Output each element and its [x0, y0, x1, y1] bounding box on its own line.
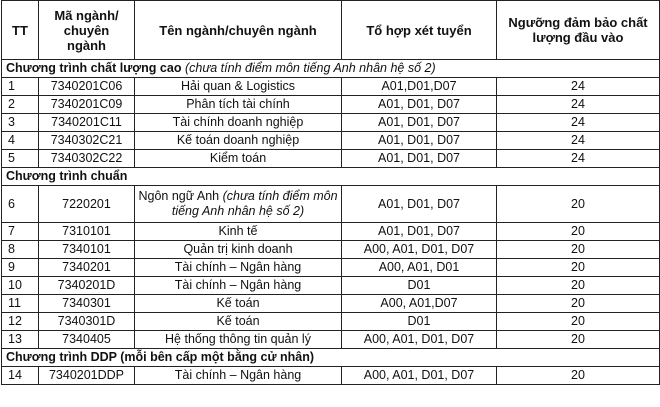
table-row — [2, 295, 660, 313]
header-combo: Tổ hợp xét tuyển — [342, 1, 497, 60]
cell-name — [135, 186, 342, 223]
cell-name: Tài chính – Ngân hàng — [135, 277, 342, 295]
table-row — [2, 223, 660, 241]
cell-tt: 2 — [2, 96, 39, 114]
cell-score: 20 — [497, 313, 660, 331]
table-row — [2, 367, 660, 385]
cell-combo: A01, D01, D07 — [342, 223, 497, 241]
cell-name: Tài chính – Ngân hàng — [135, 259, 342, 277]
cell-combo: A01, D01, D07 — [342, 114, 497, 132]
table-row — [2, 331, 660, 349]
cell-code: 7340201 — [39, 259, 135, 277]
cell-name: Kế toán — [135, 295, 342, 313]
cell-name: Hải quan & Logistics — [135, 78, 342, 96]
header-code: Mã ngành/ chuyên ngành — [39, 1, 135, 60]
cell-score: 20 — [497, 331, 660, 349]
cell-code: 7340201C06 — [39, 78, 135, 96]
table-row — [2, 313, 660, 331]
cell-code: 7340301 — [39, 295, 135, 313]
cell-tt: 13 — [2, 331, 39, 349]
section-heading — [2, 168, 660, 186]
cell-combo: A00, A01, D01, D07 — [342, 331, 497, 349]
cell-score: 20 — [497, 277, 660, 295]
cell-tt: 6 — [2, 186, 39, 223]
header-score: Ngưỡng đảm bảo chất lượng đầu vào — [497, 1, 660, 60]
table-row — [2, 241, 660, 259]
cell-tt: 4 — [2, 132, 39, 150]
section-note: (chưa tính điểm môn tiếng Anh nhân hệ số 2) — [184, 61, 436, 75]
cell-combo: A01, D01, D07 — [342, 132, 497, 150]
section-row — [2, 349, 660, 367]
cell-combo: A01, D01, D07 — [342, 186, 497, 223]
table-row — [2, 96, 660, 114]
cell-code: 7340201DDP — [39, 367, 135, 385]
cell-combo: A01, D01, D07 — [342, 96, 497, 114]
cell-score: 20 — [497, 186, 660, 223]
cell-tt: 8 — [2, 241, 39, 259]
cell-combo: A01, D01, D07 — [342, 150, 497, 168]
section-heading — [2, 349, 660, 367]
section-title: Chương trình DDP (mỗi bên cấp một bằng cử nhân) — [6, 350, 315, 364]
header-name: Tên ngành/chuyên ngành — [135, 1, 342, 60]
table-row — [2, 277, 660, 295]
cell-score: 24 — [497, 78, 660, 96]
table-row — [2, 132, 660, 150]
cell-tt: 12 — [2, 313, 39, 331]
cell-code: 7340302C22 — [39, 150, 135, 168]
cell-combo: A00, A01, D01, D07 — [342, 367, 497, 385]
admission-table — [1, 0, 660, 385]
section-title: Chương trình chất lượng cao — [6, 61, 182, 75]
cell-combo: A00, A01,D07 — [342, 295, 497, 313]
cell-score: 20 — [497, 367, 660, 385]
table-row — [2, 78, 660, 96]
cell-score: 20 — [497, 259, 660, 277]
cell-score: 20 — [497, 223, 660, 241]
cell-code: 7340301D — [39, 313, 135, 331]
cell-score: 24 — [497, 96, 660, 114]
cell-name: Tài chính – Ngân hàng — [135, 367, 342, 385]
cell-code: 7220201 — [39, 186, 135, 223]
cell-combo: A00, A01, D01, D07 — [342, 241, 497, 259]
cell-code: 7340405 — [39, 331, 135, 349]
cell-name: Phân tích tài chính — [135, 96, 342, 114]
table-row — [2, 150, 660, 168]
cell-combo: A00, A01, D01 — [342, 259, 497, 277]
cell-name: Tài chính doanh nghiệp — [135, 114, 342, 132]
cell-score: 24 — [497, 150, 660, 168]
cell-name: Kế toán — [135, 313, 342, 331]
cell-name: Kiểm toán — [135, 150, 342, 168]
cell-score: 24 — [497, 132, 660, 150]
header-tt: TT — [2, 1, 39, 60]
cell-code: 7340101 — [39, 241, 135, 259]
cell-code: 7340302C21 — [39, 132, 135, 150]
cell-tt: 14 — [2, 367, 39, 385]
cell-name-text: Ngôn ngữ Anh — [138, 189, 220, 203]
table-row — [2, 186, 660, 223]
cell-name: Quản trị kinh doanh — [135, 241, 342, 259]
cell-combo: A01,D01,D07 — [342, 78, 497, 96]
table-row — [2, 259, 660, 277]
cell-code: 7340201C09 — [39, 96, 135, 114]
cell-name: Kinh tế — [135, 223, 342, 241]
cell-name: Hệ thống thông tin quản lý — [135, 331, 342, 349]
cell-tt: 10 — [2, 277, 39, 295]
cell-tt: 9 — [2, 259, 39, 277]
section-row — [2, 60, 660, 78]
table-row — [2, 114, 660, 132]
cell-code: 7340201C11 — [39, 114, 135, 132]
section-row — [2, 168, 660, 186]
cell-code: 7340201D — [39, 277, 135, 295]
cell-combo: D01 — [342, 313, 497, 331]
cell-name: Kế toán doanh nghiệp — [135, 132, 342, 150]
cell-score: 20 — [497, 295, 660, 313]
cell-score: 20 — [497, 241, 660, 259]
section-heading — [2, 60, 660, 78]
cell-tt: 1 — [2, 78, 39, 96]
cell-tt: 5 — [2, 150, 39, 168]
cell-tt: 11 — [2, 295, 39, 313]
cell-code: 7310101 — [39, 223, 135, 241]
cell-tt: 3 — [2, 114, 39, 132]
cell-score: 24 — [497, 114, 660, 132]
cell-tt: 7 — [2, 223, 39, 241]
section-title: Chương trình chuẩn — [6, 169, 128, 183]
cell-combo: D01 — [342, 277, 497, 295]
cell-name-note: (chưa tính điểm môn tiếng Anh nhân hệ số 2) — [171, 189, 338, 218]
header-row — [2, 1, 660, 60]
